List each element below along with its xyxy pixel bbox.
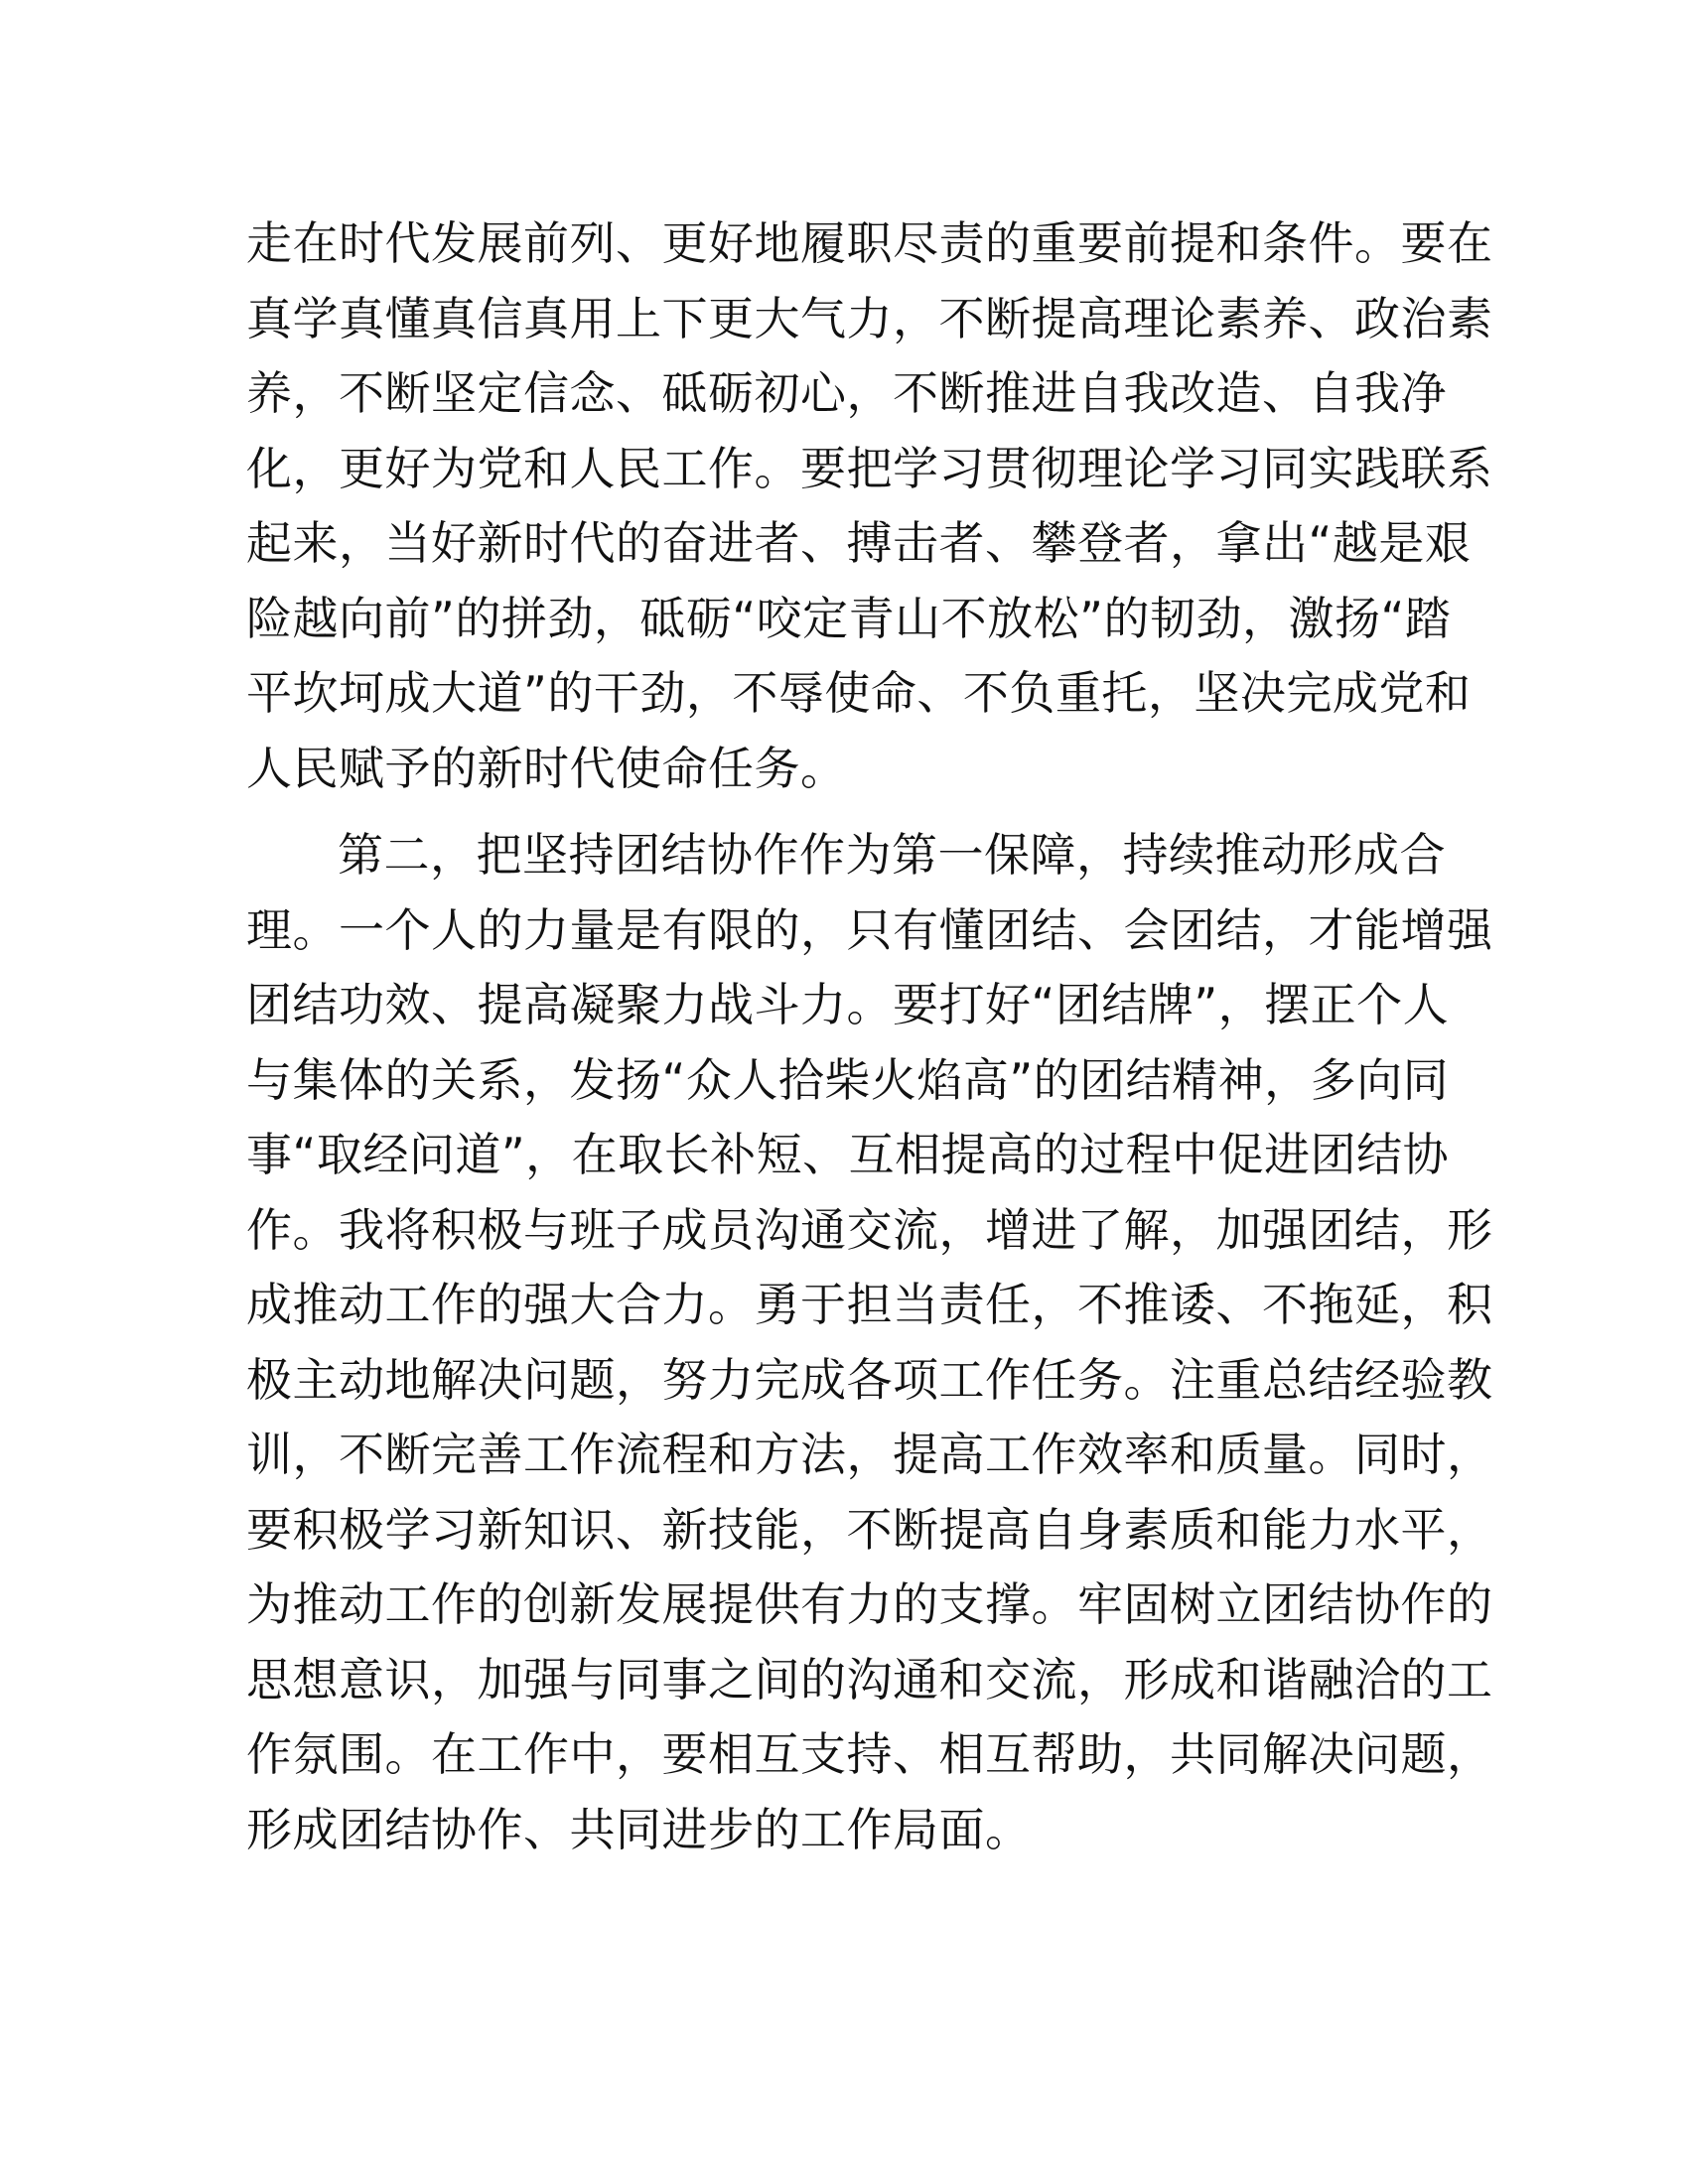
text-line: 起来，当好新时代的奋进者、搏击者、攀登者，拿出“越是艰 [246,516,1472,570]
text-line: 为推动工作的创新发展提供有力的支撑。牢固树立团结协作的 [246,1577,1493,1631]
text-line: 化，更好为党和人民工作。要把学习贯彻理论学习同实践联系 [246,441,1493,495]
text-line: 人民赋予的新时代使命任务。 [246,741,847,795]
text-line: 训，不断完善工作流程和方法，提高工作效率和质量。同时， [246,1428,1493,1481]
text-line: 平坎坷成大道”的干劲，不辱使命、不负重托，坚决完成党和 [246,666,1472,720]
text-line: 与集体的关系，发扬“众人拾柴火焰高”的团结精神，多向同 [246,1052,1450,1107]
text-line: 极主动地解决问题，努力完成各项工作任务。注重总结经验教 [246,1352,1493,1407]
text-line: 团结功效、提高凝聚力战斗力。要打好“团结牌”，摆正个人 [246,978,1450,1031]
text-line: 成推动工作的强大合力。勇于担当责任，不推诿、不拖延，积 [246,1278,1493,1331]
text-line: 要积极学习新知识、新技能，不断提高自身素质和能力水平， [246,1502,1493,1557]
text-line: 险越向前”的拼劲，砥砺“咬定青山不放松”的韧劲，激扬“踏 [246,591,1452,645]
text-line: 事“取经问道”，在取长补短、互相提高的过程中促进团结协 [246,1128,1450,1181]
text-line: 真学真懂真信真用上下更大气力，不断提高理论素养、政治素 [246,291,1493,345]
text-line: 作。我将积极与班子成员沟通交流，增进了解，加强团结，形 [246,1202,1493,1257]
text-line: 养，不断坚定信念、砥砺初心，不断推进自我改造、自我净 [246,366,1447,420]
text-line: 理。一个人的力量是有限的，只有懂团结、会团结，才能增强 [246,902,1493,957]
document-body [246,206,1493,1867]
paragraph-2 [246,818,1493,1867]
text-line: 作氛围。在工作中，要相互支持、相互帮助，共同解决问题， [246,1727,1493,1781]
text-line: 形成团结协作、共同进步的工作局面。 [246,1802,1032,1856]
text-line: 走在时代发展前列、更好地履职尽责的重要前提和条件。要在 [246,216,1493,270]
text-line: 思想意识，加强与同事之间的沟通和交流，形成和谐融洽的工 [246,1652,1493,1706]
paragraph-1 [246,206,1493,806]
text-line: 第二，把坚持团结协作作为第一保障，持续推动形成合 [338,828,1446,882]
